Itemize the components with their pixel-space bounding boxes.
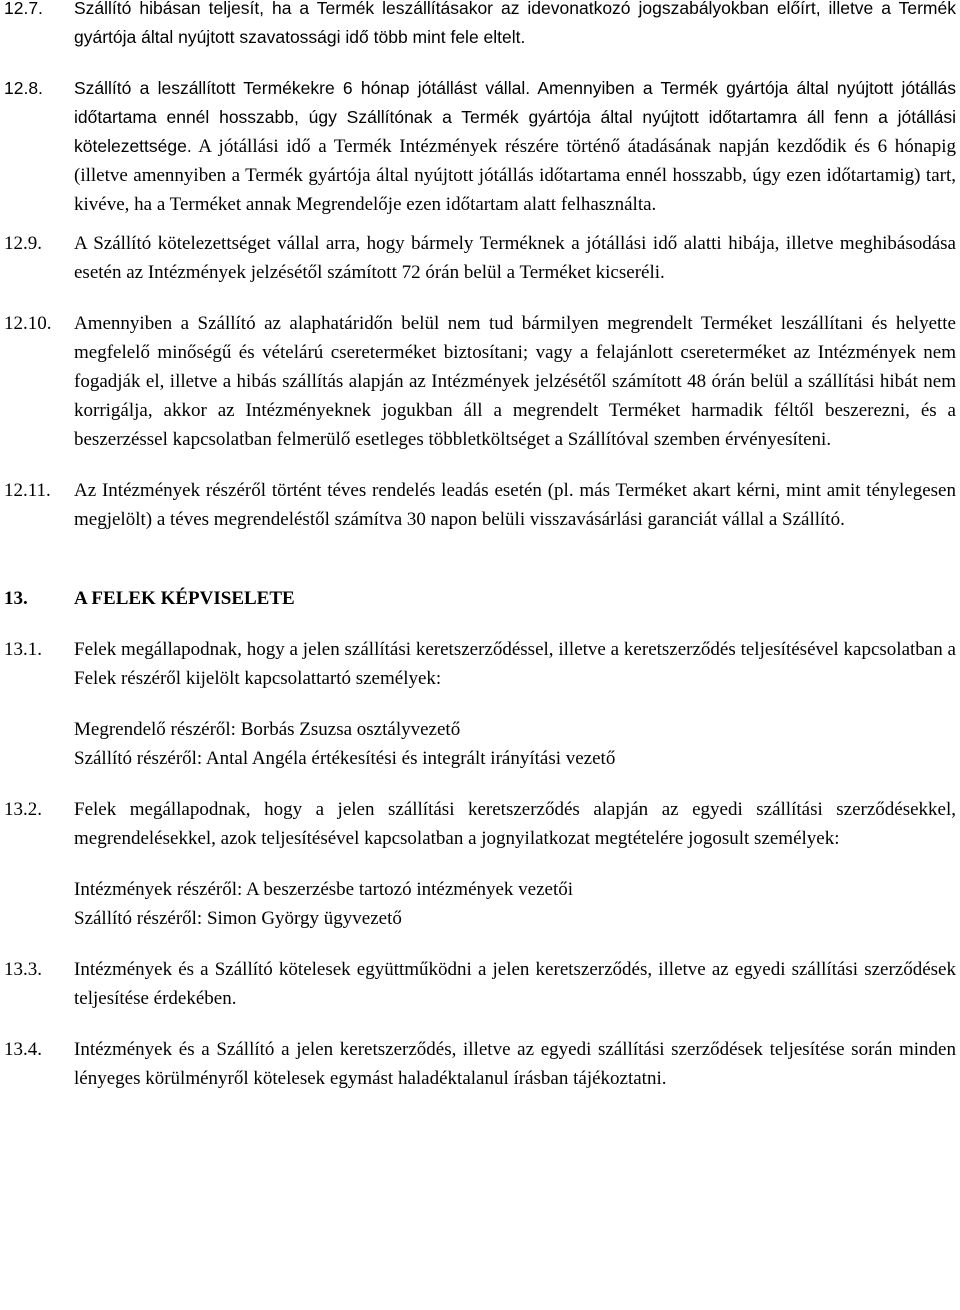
clause-text: Intézmények és a Szállító kötelesek együttműködni a jelen keretszerződés, illetve az egyedi szállítási szerződések teljesítése érdekében. — [74, 959, 956, 1009]
clause-text: Felek megállapodnak, hogy a jelen szállítási keretszerződés alapján az egyedi szállítási szerződésekkel, megrendelésekkel, azok teljesítésével kapcsolatban a jognyilatkozat megtételére jogosult személyek: — [74, 799, 956, 849]
clause-12-11 — [4, 476, 956, 534]
clause-number: 12.10. — [4, 313, 52, 334]
clause-13-2 — [4, 795, 956, 853]
section-heading — [4, 584, 956, 613]
clause-number: 12.9. — [4, 233, 42, 254]
clause-number: 13.3. — [4, 959, 42, 980]
clause-12-9 — [4, 229, 956, 287]
clause-12-8 — [4, 74, 956, 219]
clause-13-1 — [4, 635, 956, 693]
contact-line: Intézmények részéről: A beszerzésbe tartozó intézmények vezetői — [74, 879, 574, 900]
clause-13-3 — [4, 955, 956, 1013]
clause-text: Amennyiben a Szállító az alaphatáridőn belül nem tud bármilyen megrendelt Terméket leszállítani és helyette megfelelő minőségű és vételárú csereterméket biztosítani; vagy a felajánlott csereterméket az Intézmények nem fogadják el, illetve a hibás szállítás alapján az Intézmények jelzésétől számított 48 órán belül a szállítási hibát nem korrigálja, akkor az Intézményeknek jogukban áll a megrendelt Terméket harmadik féltől beszerezni, és a beszerzéssel kapcsolatban felmerülő esetleges többletköltséget a Szállítóval szemben érvényesíteni. — [74, 313, 956, 450]
section-number: 13. — [4, 588, 28, 609]
clause-number: 13.4. — [4, 1039, 42, 1060]
section-title: A FELEK KÉPVISELETE — [74, 588, 295, 609]
clause-text — [74, 74, 956, 219]
clause-text-part-a: Szállító a leszállított Termékekre 6 hónap jótállást vállal. Amennyiben a Termék gyártója által nyújtott jótállás időtartama ennél hosszabb, úgy Szállítónak a Termék gyártója által nyújtott időtartamra áll fenn a jótállási kötelezettsége. — [74, 78, 956, 156]
clause-text: Szállító hibásan teljesít, ha a Termék leszállításakor az idevonatkozó jogszabályokban előírt, illetve a Termék gyártója által nyújtott szavatossági idő több mint fele eltelt. — [74, 0, 956, 47]
clause-12-10 — [4, 309, 956, 454]
clause-text: A Szállító kötelezettséget vállal arra, hogy bármely Terméknek a jótállási idő alatti hibája, illetve meghibásodása esetén az Intézmények jelzésétől számított 72 órán belül a Terméket kicseréli. — [74, 233, 956, 283]
clause-13-4 — [4, 1035, 956, 1093]
clause-text: Intézmények és a Szállító a jelen keretszerződés, illetve az egyedi szállítási szerződések teljesítése során minden lényeges körülményről kötelesek egymást haladéktalanul írásban tájékoztatni. — [74, 1039, 956, 1089]
clause-text: Az Intézmények részéről történt téves rendelés leadás esetén (pl. más Terméket akart kérni, mint amit ténylegesen megjelölt) a téves megrendeléstől számítva 30 napon belüli visszavásárlási garanciát vállal a Szállító. — [74, 480, 956, 530]
clause-number: 12.7. — [4, 0, 43, 18]
contact-line: Szállító részéről: Simon György ügyvezető — [74, 908, 402, 929]
contact-line: Szállító részéről: Antal Angéla értékesítési és integrált irányítási vezető — [74, 748, 616, 769]
clause-text-part-b: A jótállási idő a Termék Intézmények részére történő átadásának napján kezdődik és 6 hónapig (illetve amennyiben a Termék gyártója által nyújtott jótállás időtartama ennél hosszabb, úgy ezen időtartamig) tart, kivéve, ha a Terméket annak Megrendelője ezen időtartam alatt felhasználta. — [74, 136, 956, 215]
clause-number: 13.1. — [4, 639, 42, 660]
clause-number: 12.11. — [4, 480, 51, 501]
clause-12-7 — [4, 0, 956, 52]
contact-line: Megrendelő részéről: Borbás Zsuzsa osztályvezető — [74, 719, 461, 740]
clause-text: Felek megállapodnak, hogy a jelen szállítási keretszerződéssel, illetve a keretszerződés teljesítésével kapcsolatban a Felek részéről kijelölt kapcsolattartó személyek: — [74, 639, 956, 689]
clause-number: 12.8. — [4, 78, 43, 98]
clause-number: 13.2. — [4, 799, 42, 820]
